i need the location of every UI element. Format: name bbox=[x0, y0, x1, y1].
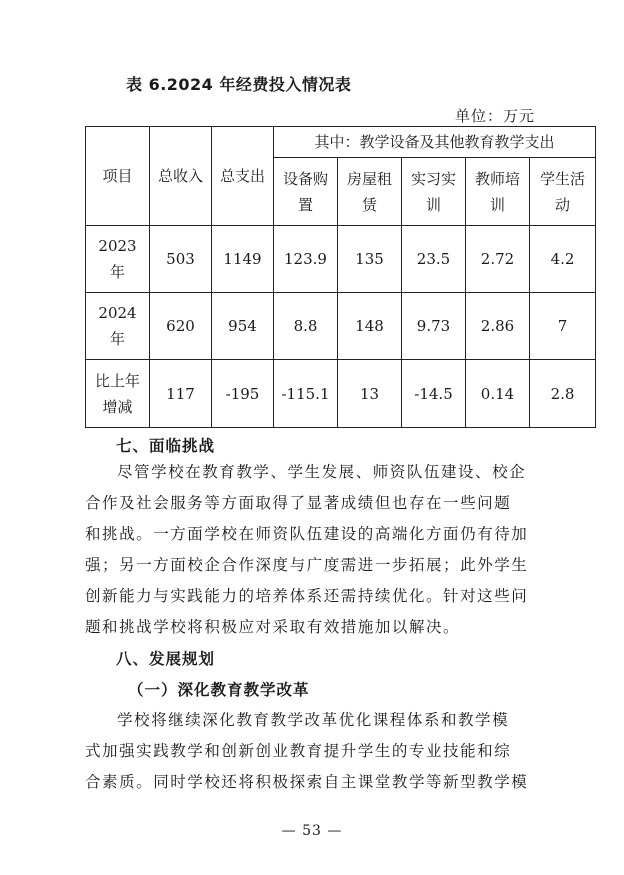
cell: 503 bbox=[150, 226, 212, 293]
funding-table bbox=[85, 126, 596, 428]
header-total-income: 总收入 bbox=[150, 127, 212, 226]
cell: 148 bbox=[338, 293, 402, 360]
subheader-internship: 实习实 训 bbox=[402, 158, 466, 226]
cell: 7 bbox=[530, 293, 596, 360]
cell: -195 bbox=[212, 360, 274, 428]
challenges-paragraph bbox=[85, 457, 598, 643]
row-label: 2024 年 bbox=[86, 293, 150, 360]
cell: 2.72 bbox=[466, 226, 530, 293]
table-title: 表 6.2024 年经费投入情况表 bbox=[126, 75, 352, 94]
subheader-rent: 房屋租 赁 bbox=[338, 158, 402, 226]
cell: 123.9 bbox=[274, 226, 338, 293]
subheader-equipment: 设备购 置 bbox=[274, 158, 338, 226]
paragraph-line: 尽管学校在教育教学、学生发展、师资队伍建设、校企 bbox=[117, 463, 527, 481]
header-total-expense: 总支出 bbox=[212, 127, 274, 226]
paragraph-line: 合作及社会服务等方面取得了显著成绩但也存在一些问题 bbox=[85, 494, 512, 512]
paragraph-line: 式加强实践教学和创新创业教育提升学生的专业技能和综 bbox=[85, 742, 512, 760]
cell: 9.73 bbox=[402, 293, 466, 360]
section-heading-challenges: 七、面临挑战 bbox=[116, 437, 216, 455]
cell: 135 bbox=[338, 226, 402, 293]
paragraph-line: 和挑战。一方面学校在师资队伍建设的高端化方面仍有待加 bbox=[85, 525, 529, 543]
page-number: — 53 — bbox=[281, 823, 343, 839]
paragraph-line: 学校将继续深化教育教学改革优化课程体系和教学模 bbox=[117, 711, 510, 729]
cell: 0.14 bbox=[466, 360, 530, 428]
row-label: 2023 年 bbox=[86, 226, 150, 293]
cell: 2.8 bbox=[530, 360, 596, 428]
table-row-change bbox=[86, 360, 596, 428]
cell: -115.1 bbox=[274, 360, 338, 428]
subheader-student-activities: 学生活 动 bbox=[530, 158, 596, 226]
cell: 4.2 bbox=[530, 226, 596, 293]
cell: 1149 bbox=[212, 226, 274, 293]
cell: 620 bbox=[150, 293, 212, 360]
paragraph-line: 合素质。同时学校还将积极探索自主课堂教学等新型教学模 bbox=[85, 773, 529, 791]
paragraph-line: 创新能力与实践能力的培养体系还需持续优化。针对这些问 bbox=[85, 587, 529, 605]
subsection-heading: （一）深化教育教学改革 bbox=[128, 680, 310, 699]
cell: 2.86 bbox=[466, 293, 530, 360]
paragraph-line: 强；另一方面校企合作深度与广度需进一步拓展；此外学生 bbox=[85, 556, 529, 574]
cell: 23.5 bbox=[402, 226, 466, 293]
cell: 13 bbox=[338, 360, 402, 428]
table-header-row bbox=[86, 127, 596, 158]
cell: 954 bbox=[212, 293, 274, 360]
section-heading-planning: 八、发展规划 bbox=[116, 650, 216, 668]
unit-label: 单位：万元 bbox=[454, 107, 535, 125]
cell: -14.5 bbox=[402, 360, 466, 428]
header-group-label: 其中：教学设备及其他教育教学支出 bbox=[274, 127, 596, 158]
row-label: 比上年 增减 bbox=[86, 360, 150, 428]
table-row-2023 bbox=[86, 226, 596, 293]
paragraph-line: 题和挑战学校将积极应对采取有效措施加以解决。 bbox=[85, 618, 461, 636]
header-item: 项目 bbox=[86, 127, 150, 226]
subheader-teacher-training: 教师培 训 bbox=[466, 158, 530, 226]
cell: 117 bbox=[150, 360, 212, 428]
table-row-2024 bbox=[86, 293, 596, 360]
planning-paragraph bbox=[85, 705, 598, 798]
cell: 8.8 bbox=[274, 293, 338, 360]
